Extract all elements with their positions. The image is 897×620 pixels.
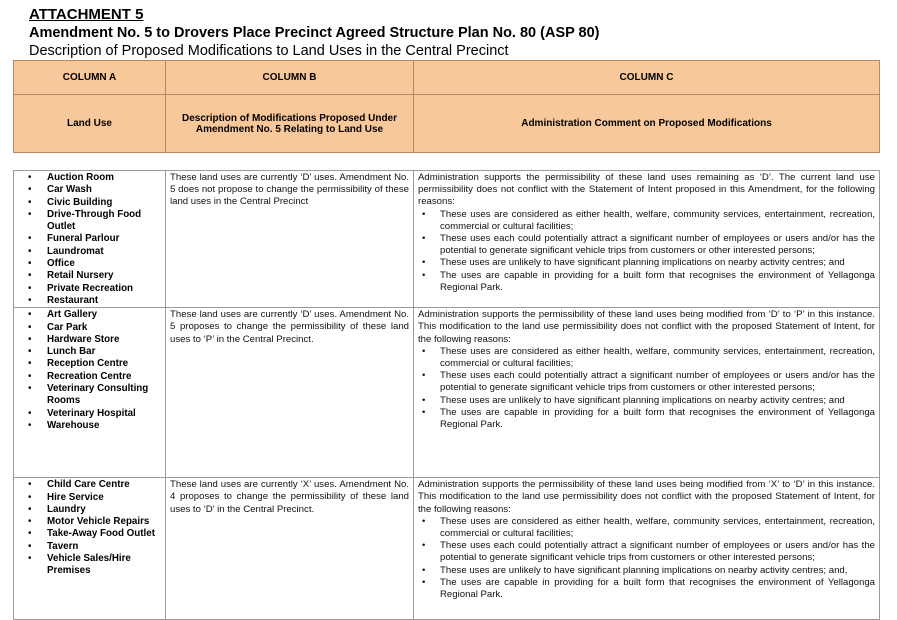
comment-intro: Administration supports the permissibility of these land uses being modified from ‘X’ to ‘D’ in this instance. This modification to the land use permissibility does not conflict with the proposed Statement of Intent, for the following reasons: — [418, 479, 875, 515]
list-item: • Restaurant — [28, 295, 161, 307]
list-item: • Recreation Centre — [28, 371, 161, 383]
list-item: • Laundromat — [28, 246, 161, 258]
list-item: • Motor Vehicle Repairs — [28, 516, 161, 528]
column-b-title: COLUMN B — [166, 61, 414, 95]
list-item: • Vehicle Sales/Hire Premises — [28, 553, 161, 578]
land-use-cell — [14, 171, 166, 308]
table-row — [14, 308, 880, 478]
amendment-title: Amendment No. 5 to Drovers Place Precinct Agreed Structure Plan No. 80 (ASP 80) — [29, 25, 600, 41]
list-item: • Auction Room — [28, 172, 161, 184]
land-use-cell — [14, 478, 166, 620]
modification-description: These land uses are currently ‘D’ uses. Amendment No. 5 proposes to change the permissibility of these land uses to ‘P’ in the Central Precinct. — [166, 308, 414, 478]
list-item: • Laundry — [28, 504, 161, 516]
list-item: • Hardware Store — [28, 334, 161, 346]
list-item: • Reception Centre — [28, 358, 161, 370]
administration-comment — [414, 308, 880, 478]
list-item: • Retail Nursery — [28, 270, 161, 282]
comment-point: • The uses are capable in providing for a built form that recognises the environment of Yellagonga Regional Park. — [418, 270, 875, 294]
comment-point: • These uses are unlikely to have significant planning implications on nearby activity centres; and — [418, 257, 875, 269]
list-item: • Art Gallery — [28, 309, 161, 321]
list-item: • Civic Building — [28, 197, 161, 209]
document-description: Description of Proposed Modifications to Land Uses in the Central Precinct — [29, 43, 509, 59]
list-item: • Veterinary Consulting Rooms — [28, 383, 161, 408]
column-a-subtitle: Land Use — [14, 95, 166, 153]
column-a-title: COLUMN A — [14, 61, 166, 95]
list-item: • Car Wash — [28, 184, 161, 196]
list-item: • Drive-Through Food Outlet — [28, 209, 161, 234]
land-use-cell — [14, 308, 166, 478]
modification-description: These land uses are currently ‘X’ uses. Amendment No. 4 proposes to change the permissibility of these land uses to ‘D’ in the Central Precinct. — [166, 478, 414, 620]
comment-point: • The uses are capable in providing for a built form that recognises the environment of Yellagonga Regional Park. — [418, 577, 875, 601]
list-item: • Funeral Parlour — [28, 233, 161, 245]
table-row — [14, 478, 880, 620]
comment-point: • These uses each could potentially attract a significant number of employees or users and/or has the potential to generate significant vehicle trips from customers or other interested persons; — [418, 233, 875, 257]
comment-point: • These uses are considered as either health, welfare, community services, entertainment, recreation, commercial or cultural facilities; — [418, 346, 875, 370]
list-item: • Private Recreation — [28, 283, 161, 295]
comment-point: • These uses are unlikely to have significant planning implications on nearby activity centres; and, — [418, 565, 875, 577]
list-item: • Car Park — [28, 322, 161, 334]
column-b-subtitle: Description of Modifications Proposed Under Amendment No. 5 Relating to Land Use — [166, 95, 414, 153]
administration-comment — [414, 171, 880, 308]
modification-description: These land uses are currently ‘D’ uses. Amendment No. 5 does not propose to change the permissibility of these land uses in the Central Precinct — [166, 171, 414, 308]
list-item: • Office — [28, 258, 161, 270]
column-c-subtitle: Administration Comment on Proposed Modifications — [414, 95, 880, 153]
attachment-label: ATTACHMENT 5 — [29, 6, 144, 23]
administration-comment — [414, 478, 880, 620]
comment-point: • The uses are capable in providing for a built form that recognises the environment of Yellagonga Regional Park. — [418, 407, 875, 431]
document-heading — [29, 6, 600, 60]
comment-intro: Administration supports the permissibility of these land uses remaining as ‘D’. The current land use permissibility does not conflict with the Statement of Intent proposed in this Amendment, for the following reasons: — [418, 172, 875, 208]
land-use-table — [13, 170, 880, 620]
list-item: • Child Care Centre — [28, 479, 161, 491]
list-item: • Veterinary Hospital — [28, 408, 161, 420]
list-item: • Hire Service — [28, 492, 161, 504]
column-c-title: COLUMN C — [414, 61, 880, 95]
comment-point: • These uses are unlikely to have significant planning implications on nearby activity centres; and — [418, 395, 875, 407]
table-row — [14, 171, 880, 308]
list-item: • Warehouse — [28, 420, 161, 432]
header-table — [13, 60, 880, 153]
comment-point: • These uses each could potentially attract a significant number of employees or users and/or has the potential to generate significant vehicle trips from customers or other interested persons; — [418, 540, 875, 564]
comment-point: • These uses are considered as either health, welfare, community services, entertainment, recreation, commercial or cultural facilities; — [418, 209, 875, 233]
list-item: • Lunch Bar — [28, 346, 161, 358]
comment-point: • These uses are considered as either health, welfare, community services, entertainment, recreation, commercial or cultural facilities; — [418, 516, 875, 540]
comment-point: • These uses each could potentially attract a significant number of employees or users and/or has the potential to generate significant vehicle trips from customers or other interested persons; — [418, 370, 875, 394]
comment-intro: Administration supports the permissibility of these land uses being modified from ‘D’ to ‘P’ in this instance. This modification to the land use permissibility does not conflict with the proposed Statement of Intent, for the following reasons: — [418, 309, 875, 345]
list-item: • Tavern — [28, 541, 161, 553]
list-item: • Take-Away Food Outlet — [28, 528, 161, 540]
